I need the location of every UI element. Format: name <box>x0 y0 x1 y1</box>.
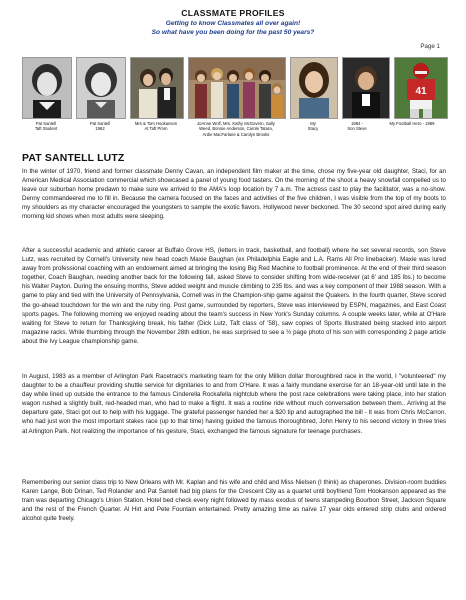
photo-caption: Pat Santell Taft Student <box>34 121 58 132</box>
paragraph-class-trip: Remembering our senior class trip to New Orleans with Mr. Kaplan and his wife and child and Miss Nielsen (I think) as chaperones. Division-room buddies Karen Lange, Bob Drinan, Ted Rolander and Pat Santell had big plans for the Crescent City as a quartet until boyfriend Tom Hookanson appeared as the train was departing Chicago's Union Station. Hotel bed check every night followed by mass exodus of teens stampeding Bourbon Street, Jackson Square and the rest of the French Quarter. Al Hirt and Pete Fountain entertained. Pretty amazing time as naïve 17 year olds entered strip clubs and ordered alcohol quite freely. <box>22 479 446 523</box>
photo-1962-portrait <box>76 57 126 119</box>
photo-taft-prom <box>130 57 184 119</box>
newsletter-tagline: So what have you been doing for the past 50 years? <box>151 29 315 36</box>
paragraph-football: After a successful academic and athletic career at Buffalo Grove HS, (letters in track, basketball, and football) where he set several records, son Steve Lutz, was recruited by Cornell's University new head coach Maxie Baughan (ex Philadelphia Eagle and L.A. Rams All Pro linebacker). Maxie was lured away from professional coaching with an endowment aimed at bringing the losing Big Red Machine to football prominence. At the end of their third season together, Coach Baughan, needing another back for the following fall, asked Steve to consider shifting from wide-receiver (at 6' and 185 lbs.) to become his Walter Payton. During the ensuing months, Steve added weight and muscle climbing to 235 lbs. and was a key component of their 1988 season. With a game to play and tied with the University of Pennsylvania, Cornell was in the Champion-ship game against the Quakers. In the fourth quarter, Steve scored the go-ahead touchdown for the win and the ruby ring. Post game, surrounded by reporters, Steve was interviewed by ESPN, magazines, and East Coast sports pages. The following morning we enjoyed reading about the team's success in New York's Sunday columns. A couple weeks later, while at O'Hare waiting for Steve to return for Thanksgiving break, his father (Dick Lutz, Taft class of '58), saw copies of Sports Illustrated being stacked into airport magazine racks. While thumbing through the November 28th edition, he was surprised to see a ½ page photo of his son with corresponding 2 page article about the Ivy League championship game. <box>22 247 446 345</box>
newsletter-subtitle: Getting to know Classmates all over again! <box>165 20 301 27</box>
photo-classmates-group <box>188 57 286 119</box>
photo-caption: JoAnne Wolf, Mrs. Kathy McGovern, Sally Weed, Bonnie Anderson, Carole Tatara, Ardie MacFarlane & Carolyn Brooks <box>197 121 275 137</box>
page-number: Page 1 <box>420 43 440 50</box>
newsletter-title: CLASSMATE PROFILES <box>181 8 285 18</box>
photo-son-steve-1984 <box>342 57 390 119</box>
paragraph-commercial: In the winter of 1970, friend and former classmate Denny Cavan, an independent film maker at the time, chose my five-year old daughter, Staci, for an American Medical Association commercial which showcased a panel of young food tasters. On the morning of the shoot a heavy snowfall compelled us to leave our suburban home predawn to make sure we arrived to the AMA's loop location by 7 a.m. The actress cast to play the facilitator, was a no-show. Denny commandeered me to fill in. Because the camera focused on the faces and activities of the five children, I was visible from the top of my boots to my shoulders as my character encouraged the youngsters to sample the exotic flavors. Hollywood never beckoned. The 30 second spot aired during early morning kid shows when most adults were sleeping. <box>22 168 446 221</box>
photo-football-hero-1989 <box>394 57 448 119</box>
photo-daughter-stacy <box>290 57 338 119</box>
photo-caption: Pat Santell 1962 <box>89 121 111 132</box>
photo-taft-student <box>22 57 72 119</box>
profile-name: PAT SANTELL LUTZ <box>22 153 125 164</box>
photo-caption: Mrs & Tom Hookanson At Taft Prom <box>134 121 178 132</box>
svg-text:41: 41 <box>415 86 427 97</box>
photo-caption: My Stacy <box>307 121 319 132</box>
photo-caption: 1984 - Son Steve <box>347 121 367 132</box>
photo-caption: My Football Hero - 1989 <box>389 121 435 126</box>
paragraph-racetrack: In August, 1983 as a member of Arlington Park Racetrack's marketing team for the only Million dollar thoroughbred race in the world, I "volunteered" my daughter to be a chauffeur providing shuttle service for dignitaries to and from O'Hare. It was a fairly mundane exercise for an 18-year-old until late in the day while lined up outside the entrance to the famous Cinderella Rockafella nightclub where the post race celebrations were taking place, into her station wagon rushed a slightly built, red-headed man, who had to make a flight. It was a routine ride without much conversation between them.. Arriving at the departure gate, Staci got out to help with his luggage. The grateful passenger handed her a $20 tip and autographed the bill - It was from Chris McCarron, who had just won the most important stakes race (up to that time) having guided the famous thoroughbred, John Henry to his second victory in three tries at Arlington Park. Not realizing the importance of his gesture, Staci, exchanged the famous signature for teenage purchases. <box>22 373 446 435</box>
